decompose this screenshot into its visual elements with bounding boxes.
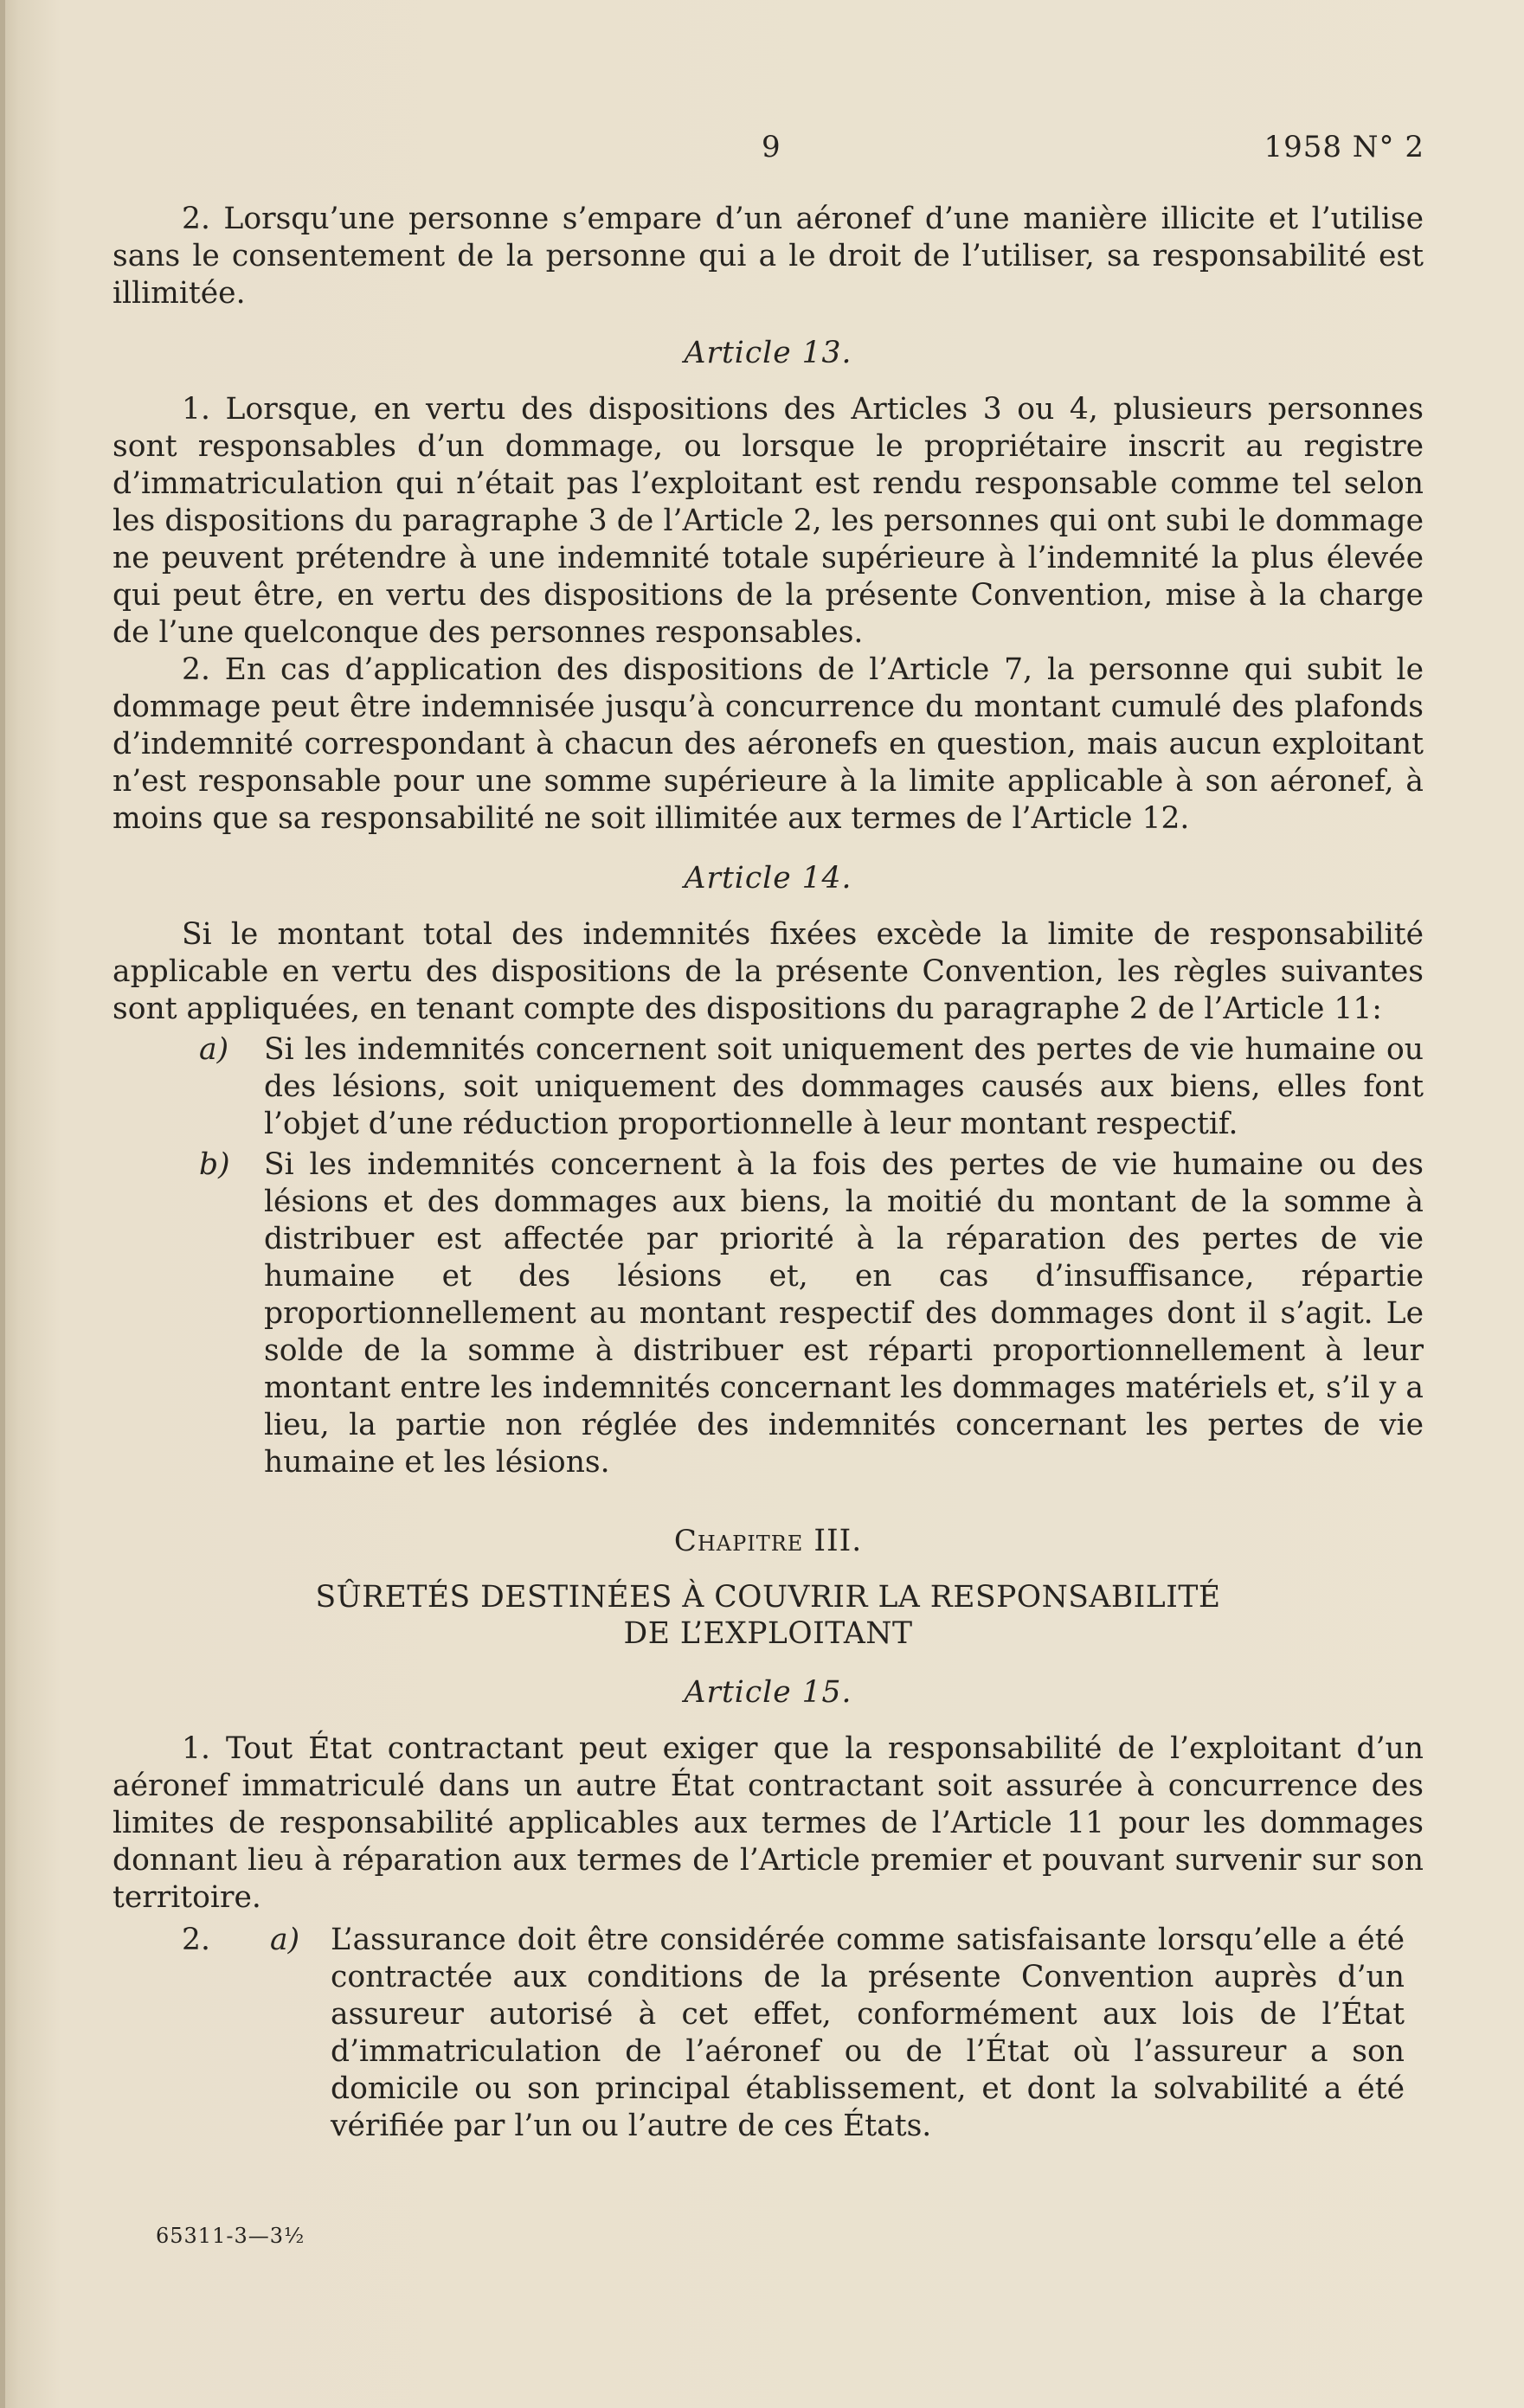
paragraph-article-13-1: 1. Lorsque, en vertu des dispositions des Articles 3 ou 4, plusieurs personnes sont responsables d’un dommage, ou lorsque le propriétaire inscrit au registre d’immatriculation qui n’était pas l’exploitant est rendu responsable comme tel selon les dispositions du paragraphe 3 de l’Article 2, les personnes qui ont subi le dommage ne peuvent prétendre à une indemnité totale supérieure à l’indemnité la plus élevée qui peut être, en vertu des dispositions de la présente Convention, mise à la charge de l’une quelconque des personnes responsables.: [113, 392, 1424, 650]
paragraph-15-2-number: 2.: [182, 1923, 210, 1957]
list-marker-b: b): [199, 1147, 230, 1182]
paragraph-15-2-a-marker: a): [270, 1923, 300, 1957]
print-code: 65311-3—3½: [156, 2224, 305, 2248]
page-spine-shadow: [0, 0, 5, 2408]
paragraph-article-15-1: 1. Tout État contractant peut exiger que la responsabilité de l’exploitant d’un aéronef immatriculé dans un autre État contractant soit assurée à concurrence des limites de responsabilité applicables aux termes de l’Article 11 pour les dommages donnant lieu à réparation aux termes de l’Article premier et pouvant survenir sur son territoire.: [113, 1731, 1424, 1915]
list-item-a: [113, 1031, 1424, 1143]
article-13-heading: Article 13.: [684, 336, 852, 370]
article-15-heading: Article 15.: [684, 1675, 852, 1710]
list-item-a-text: Si les indemnités concernent soit uniquement des pertes de vie humaine ou des lésions, soit uniquement des dommages causés aux biens, elles font l’objet d’une réduction proportionnelle à leur montant respectif.: [264, 1032, 1424, 1141]
paragraph-article-15-2: [113, 1922, 1424, 2145]
list-marker-a: a): [199, 1032, 229, 1067]
paragraph-article-13-2: 2. En cas d’application des dispositions de l’Article 7, la personne qui subit le dommage peut être indemnisée jusqu’à concurrence du montant cumulé des plafonds d’indemnité correspondant à chacun des aéronefs en question, mais aucun exploitant n’est responsable pour une somme supérieure à la limite applicable à son aéronef, à moins que sa responsabilité ne soit illimitée aux termes de l’Article 12.: [113, 652, 1424, 836]
paragraph-article-14-intro: Si le montant total des indemnités fixées excède la limite de responsabilité applicable en vertu des dispositions de la présente Convention, les règles suivantes sont appliquées, en tenant compte des dispositions du paragraphe 2 de l’Article 11:: [113, 917, 1424, 1026]
document-reference: 1958 N° 2: [1264, 130, 1424, 164]
chapter-heading: [113, 1523, 1424, 1560]
paragraph-article-12-2: 2. Lorsqu’une personne s’empare d’un aéronef d’une manière illicite et l’utilise sans le consentement de la personne qui a le droit de l’utiliser, sa responsabilité est illimitée.: [113, 202, 1424, 311]
list-item-b-text: Si les indemnités concernent à la fois des pertes de vie humaine ou des lésions et des dommages aux biens, la moitié du montant de la somme à distribuer est affectée par priorité à la réparation des pertes de vie humaine et des lésions et, en cas d’insuffisance, répartie proportionnellement au montant respectif des dommages dont il s’agit. Le solde de la somme à distribuer est réparti proportionnellement à leur montant entre les indemnités concernant les dommages matériels et, s’il y a lieu, la partie non réglée des indemnités concernant les pertes de vie humaine et les lésions.: [264, 1147, 1424, 1480]
page-number: 9: [762, 130, 781, 164]
chapter-title: [113, 1579, 1424, 1652]
chapter-title-line-1: SÛRETÉS DESTINÉES À COUVRIR LA RESPONSABILITÉ: [315, 1580, 1221, 1615]
chapter-word: Chapitre: [673, 1524, 804, 1558]
list-item-b: [113, 1146, 1424, 1481]
page-body: [113, 201, 1424, 2145]
page-header: [0, 130, 1524, 173]
chapter-title-line-2: DE L’EXPLOITANT: [623, 1616, 913, 1651]
article-14-heading: Article 14.: [684, 861, 852, 896]
chapter-number: III.: [813, 1524, 863, 1558]
paragraph-15-2-a-text: L’assurance doit être considérée comme satisfaisante lorsqu’elle a été contractée aux conditions de la présente Convention auprès d’un assureur autorisé à cet effet, conformément aux lois de l’État d’immatriculation de l’aéronef ou de l’État où l’assureur a son domicile ou son principal établissement, et dont la solvabilité a été vérifiée par l’un ou l’autre de ces États.: [331, 1923, 1405, 2143]
